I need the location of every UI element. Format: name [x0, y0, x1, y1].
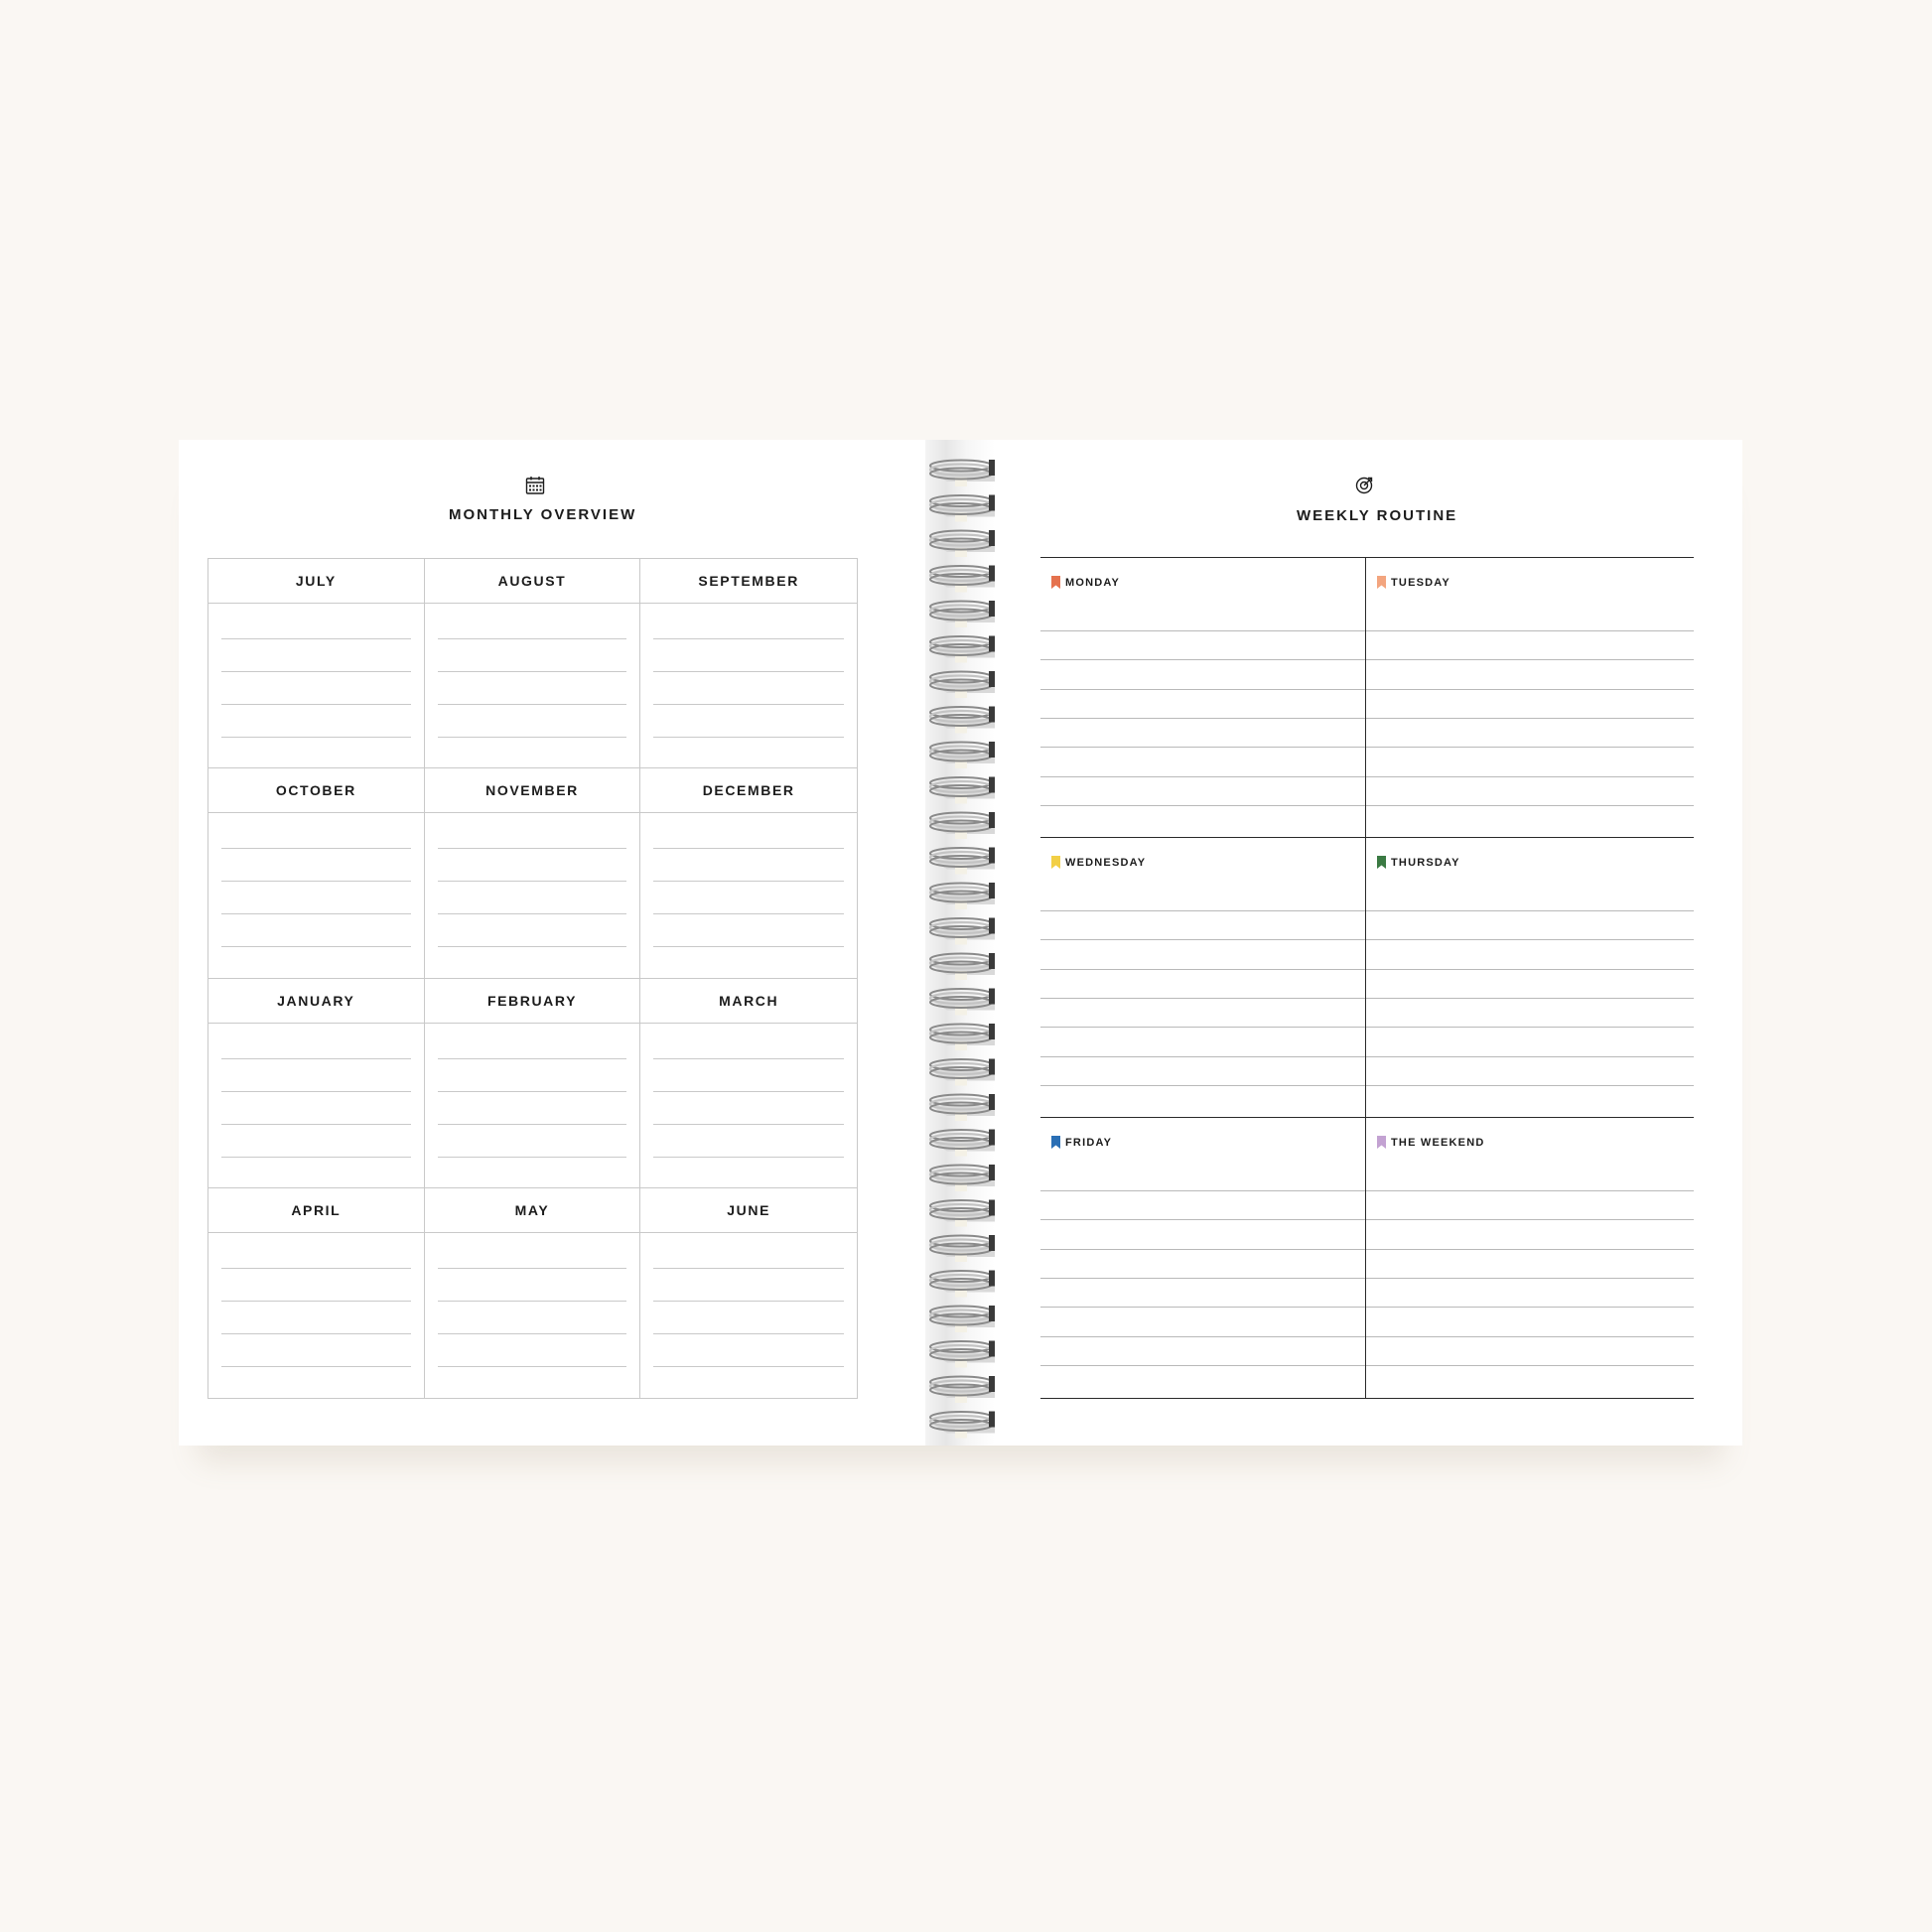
- writing-line[interactable]: [1366, 910, 1694, 911]
- writing-line[interactable]: [1040, 1278, 1365, 1279]
- spiral-ring: [930, 1024, 995, 1050]
- spiral-ring: [930, 566, 995, 593]
- writing-line[interactable]: [1040, 747, 1365, 748]
- day-header: [1051, 576, 1120, 589]
- right-page: [995, 440, 1742, 1446]
- month-label: APRIL: [208, 1188, 424, 1233]
- writing-line[interactable]: [1040, 805, 1365, 806]
- spiral-ring: [930, 1094, 995, 1121]
- monthly-overview-grid: [207, 558, 858, 1399]
- spiral-binding: [925, 440, 995, 1446]
- day-header: [1377, 576, 1450, 589]
- day-label: FRIDAY: [1065, 1136, 1113, 1149]
- writing-line[interactable]: [221, 1091, 411, 1092]
- day-header: [1051, 856, 1146, 869]
- writing-line[interactable]: [653, 881, 844, 882]
- writing-line[interactable]: [1040, 689, 1365, 690]
- spiral-ring: [930, 1059, 995, 1086]
- writing-line[interactable]: [1366, 630, 1694, 631]
- spiral-ring: [930, 953, 995, 980]
- writing-line[interactable]: [1040, 776, 1365, 777]
- month-cell: [640, 559, 857, 768]
- spiral-ring: [930, 883, 995, 909]
- writing-line[interactable]: [221, 638, 411, 639]
- spiral-ring: [930, 812, 995, 839]
- bookmark-flag-icon: [1377, 856, 1386, 869]
- month-cell: [208, 768, 425, 978]
- month-label: JUNE: [640, 1188, 857, 1233]
- writing-line[interactable]: [438, 848, 627, 849]
- writing-line[interactable]: [438, 671, 627, 672]
- writing-line[interactable]: [1366, 969, 1694, 970]
- writing-line[interactable]: [1366, 718, 1694, 719]
- spiral-ring: [930, 848, 995, 875]
- spiral-ring: [930, 1412, 995, 1439]
- weekly-routine-grid: [1040, 557, 1694, 1399]
- writing-line[interactable]: [653, 1157, 844, 1158]
- writing-line[interactable]: [1040, 659, 1365, 660]
- writing-line[interactable]: [438, 704, 627, 705]
- writing-line[interactable]: [1040, 1190, 1365, 1191]
- bookmark-flag-icon: [1377, 576, 1386, 589]
- calendar-icon: [525, 476, 545, 495]
- writing-line[interactable]: [653, 704, 844, 705]
- writing-line[interactable]: [1040, 1307, 1365, 1308]
- month-label: AUGUST: [425, 559, 640, 604]
- spiral-ring: [930, 777, 995, 804]
- writing-line[interactable]: [221, 704, 411, 705]
- day-cell: [1366, 558, 1694, 838]
- month-label: FEBRUARY: [425, 979, 640, 1024]
- spiral-ring: [930, 530, 995, 557]
- writing-line[interactable]: [438, 1333, 627, 1334]
- writing-line[interactable]: [1040, 630, 1365, 631]
- writing-line[interactable]: [1040, 1027, 1365, 1028]
- day-label: THURSDAY: [1391, 856, 1460, 869]
- writing-line[interactable]: [1366, 939, 1694, 940]
- spiral-ring: [930, 671, 995, 698]
- weekly-routine-title: WEEKLY ROUTINE: [1297, 507, 1458, 524]
- day-label: MONDAY: [1065, 576, 1121, 589]
- writing-line[interactable]: [221, 1058, 411, 1059]
- writing-line[interactable]: [438, 737, 627, 738]
- writing-line[interactable]: [1366, 805, 1694, 806]
- day-header: [1051, 1136, 1112, 1149]
- writing-line[interactable]: [1366, 1056, 1694, 1057]
- planner-spread: [179, 440, 1742, 1446]
- spiral-ring: [930, 1271, 995, 1298]
- writing-line[interactable]: [1040, 1336, 1365, 1337]
- spiral-ring: [930, 636, 995, 663]
- bookmark-flag-icon: [1377, 1136, 1386, 1149]
- month-label: OCTOBER: [208, 768, 424, 813]
- writing-line[interactable]: [653, 946, 844, 947]
- writing-line[interactable]: [221, 1124, 411, 1125]
- day-label: WEDNESDAY: [1065, 856, 1147, 869]
- month-cell: [425, 979, 641, 1188]
- day-label: THE WEEKEND: [1391, 1136, 1485, 1149]
- writing-line[interactable]: [221, 671, 411, 672]
- month-label: MAY: [425, 1188, 640, 1233]
- day-label: TUESDAY: [1391, 576, 1450, 589]
- writing-line[interactable]: [653, 1268, 844, 1269]
- spiral-ring: [930, 601, 995, 627]
- writing-line[interactable]: [438, 913, 627, 914]
- writing-line[interactable]: [1366, 998, 1694, 999]
- writing-line[interactable]: [1366, 1278, 1694, 1279]
- writing-line[interactable]: [438, 1091, 627, 1092]
- writing-line[interactable]: [1040, 1219, 1365, 1220]
- writing-line[interactable]: [221, 1268, 411, 1269]
- writing-line[interactable]: [1366, 1085, 1694, 1086]
- writing-line[interactable]: [653, 848, 844, 849]
- bookmark-flag-icon: [1051, 576, 1060, 589]
- writing-line[interactable]: [653, 1333, 844, 1334]
- writing-line[interactable]: [1040, 1365, 1365, 1366]
- writing-line[interactable]: [1366, 1219, 1694, 1220]
- month-cell: [640, 768, 857, 978]
- writing-line[interactable]: [1040, 969, 1365, 970]
- writing-line[interactable]: [1366, 1336, 1694, 1337]
- writing-line[interactable]: [1040, 1085, 1365, 1086]
- month-label: SEPTEMBER: [640, 559, 857, 604]
- writing-line[interactable]: [438, 1301, 627, 1302]
- month-cell: [425, 1188, 641, 1398]
- writing-line[interactable]: [653, 737, 844, 738]
- writing-line[interactable]: [1366, 747, 1694, 748]
- month-label: JULY: [208, 559, 424, 604]
- writing-line[interactable]: [221, 848, 411, 849]
- writing-line[interactable]: [653, 1124, 844, 1125]
- writing-line[interactable]: [438, 1268, 627, 1269]
- day-cell: [1366, 838, 1694, 1118]
- writing-line[interactable]: [438, 1157, 627, 1158]
- spiral-ring: [930, 1130, 995, 1157]
- writing-line[interactable]: [221, 946, 411, 947]
- writing-line[interactable]: [1040, 718, 1365, 719]
- day-cell: [1040, 838, 1366, 1118]
- writing-line[interactable]: [438, 1058, 627, 1059]
- spiral-ring: [930, 1235, 995, 1262]
- writing-line[interactable]: [653, 1301, 844, 1302]
- spiral-ring: [930, 918, 995, 945]
- bookmark-flag-icon: [1051, 856, 1060, 869]
- writing-line[interactable]: [221, 737, 411, 738]
- writing-line[interactable]: [1366, 659, 1694, 660]
- spiral-ring: [930, 1165, 995, 1191]
- spiral-ring: [930, 495, 995, 522]
- spiral-ring: [930, 1306, 995, 1332]
- writing-line[interactable]: [221, 913, 411, 914]
- writing-line[interactable]: [1366, 1365, 1694, 1366]
- writing-line[interactable]: [438, 1124, 627, 1125]
- writing-line[interactable]: [438, 881, 627, 882]
- spiral-ring: [930, 989, 995, 1016]
- month-cell: [425, 559, 641, 768]
- writing-line[interactable]: [653, 1091, 844, 1092]
- month-label: DECEMBER: [640, 768, 857, 813]
- month-cell: [640, 1188, 857, 1398]
- writing-line[interactable]: [653, 913, 844, 914]
- target-arrow-icon: [1354, 476, 1374, 495]
- writing-line[interactable]: [1040, 998, 1365, 999]
- month-cell: [208, 979, 425, 1188]
- writing-line[interactable]: [1366, 1249, 1694, 1250]
- writing-line[interactable]: [653, 1366, 844, 1367]
- writing-line[interactable]: [653, 671, 844, 672]
- page-title: MONTHLY OVERVIEW: [449, 506, 637, 523]
- spiral-ring: [930, 1200, 995, 1227]
- day-cell: [1040, 1118, 1366, 1398]
- spiral-ring: [930, 707, 995, 734]
- writing-line[interactable]: [1366, 1027, 1694, 1028]
- spiral-ring: [930, 1341, 995, 1368]
- writing-line[interactable]: [221, 881, 411, 882]
- bookmark-flag-icon: [1051, 1136, 1060, 1149]
- month-label: JANUARY: [208, 979, 424, 1024]
- spiral-ring: [930, 742, 995, 768]
- month-cell: [208, 1188, 425, 1398]
- writing-line[interactable]: [653, 638, 844, 639]
- month-cell: [425, 768, 641, 978]
- writing-line[interactable]: [1040, 910, 1365, 911]
- day-header: [1377, 856, 1460, 869]
- writing-line[interactable]: [438, 638, 627, 639]
- writing-line[interactable]: [438, 1366, 627, 1367]
- writing-line[interactable]: [1366, 1190, 1694, 1191]
- month-label: MARCH: [640, 979, 857, 1024]
- writing-line[interactable]: [221, 1301, 411, 1302]
- writing-line[interactable]: [221, 1333, 411, 1334]
- month-label: NOVEMBER: [425, 768, 640, 813]
- day-cell: [1040, 558, 1366, 838]
- writing-line[interactable]: [653, 1058, 844, 1059]
- writing-line[interactable]: [1366, 689, 1694, 690]
- spiral-ring: [930, 1376, 995, 1403]
- month-cell: [640, 979, 857, 1188]
- writing-line[interactable]: [1040, 939, 1365, 940]
- writing-line[interactable]: [1366, 1307, 1694, 1308]
- spiral-ring: [930, 460, 995, 486]
- month-cell: [208, 559, 425, 768]
- writing-line[interactable]: [221, 1157, 411, 1158]
- left-page: [179, 440, 925, 1446]
- writing-line[interactable]: [438, 946, 627, 947]
- day-cell: [1366, 1118, 1694, 1398]
- day-header: [1377, 1136, 1484, 1149]
- writing-line[interactable]: [221, 1366, 411, 1367]
- writing-line[interactable]: [1040, 1056, 1365, 1057]
- writing-line[interactable]: [1366, 776, 1694, 777]
- writing-line[interactable]: [1040, 1249, 1365, 1250]
